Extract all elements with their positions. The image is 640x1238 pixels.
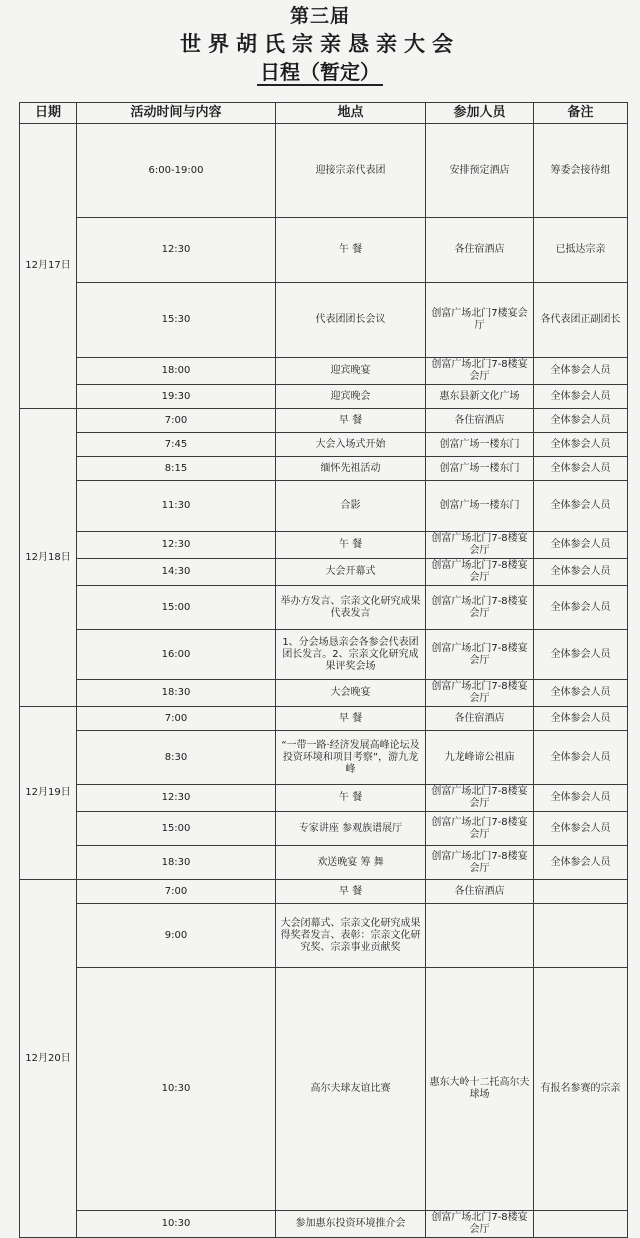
table-row (20, 1211, 628, 1238)
location-cell: 安排预定酒店 (426, 124, 534, 218)
activity-cell: 合影 (276, 481, 426, 532)
activity-cell: 午 餐 (276, 785, 426, 812)
time-cell: 18:30 (77, 680, 276, 707)
table-row (20, 904, 628, 968)
people-cell: 全体参会人员 (534, 680, 628, 707)
table-row (20, 433, 628, 457)
table-row (20, 409, 628, 433)
location-cell: 创富广场北门7-8楼宴会厅 (426, 1211, 534, 1238)
time-cell: 18:30 (77, 846, 276, 880)
table-row (20, 218, 628, 283)
activity-cell: “一带一路·经济发展高峰论坛及投资环境和项目考察”，游九龙峰 (276, 731, 426, 785)
location-cell: 九龙峰谛公祖庙 (426, 731, 534, 785)
people-cell: 各代表团正副团长 (534, 283, 628, 358)
table-row (20, 283, 628, 358)
people-cell: 全体参会人员 (534, 846, 628, 880)
people-cell: 全体参会人员 (534, 532, 628, 559)
time-cell: 8:30 (77, 731, 276, 785)
date-cell: 12月17日 (20, 124, 77, 409)
activity-cell: 迎宾晚会 (276, 385, 426, 409)
time-cell: 8:15 (77, 457, 276, 481)
people-cell: 全体参会人员 (534, 385, 628, 409)
activity-cell: 举办方发言、宗亲文化研究成果代表发言 (276, 586, 426, 630)
location-cell: 惠东大岭十二托高尔夫球场 (426, 968, 534, 1211)
date-cell: 12月18日 (20, 409, 77, 707)
people-cell: 全体参会人员 (534, 785, 628, 812)
time-cell: 12:30 (77, 218, 276, 283)
location-cell: 创富广场北门7-8楼宴会厅 (426, 812, 534, 846)
location-cell: 创富广场北门7-8楼宴会厅 (426, 358, 534, 385)
time-cell: 16:00 (77, 630, 276, 680)
time-cell: 18:00 (77, 358, 276, 385)
activity-cell: 午 餐 (276, 532, 426, 559)
time-cell: 7:00 (77, 880, 276, 904)
location-cell: 创富广场北门7-8楼宴会厅 (426, 785, 534, 812)
location-cell: 各住宿酒店 (426, 218, 534, 283)
location-cell: 创富广场北门7楼宴会厅 (426, 283, 534, 358)
activity-cell: 大会闭幕式、宗亲文化研究成果得奖者发言、表彰：宗亲文化研究奖、宗亲事业贡献奖 (276, 904, 426, 968)
activity-cell: 专家讲座 参观族谱展厅 (276, 812, 426, 846)
activity-cell: 参加惠东投资环境推介会 (276, 1211, 426, 1238)
activity-cell: 早 餐 (276, 707, 426, 731)
activity-cell: 迎宾晚宴 (276, 358, 426, 385)
people-cell: 全体参会人员 (534, 559, 628, 586)
schedule-title-text: 日程（暂定） (257, 60, 383, 86)
table-row (20, 481, 628, 532)
title-block (0, 4, 640, 86)
location-cell: 创富广场一楼东门 (426, 457, 534, 481)
people-cell: 全体参会人员 (534, 630, 628, 680)
activity-cell: 代表团团长会议 (276, 283, 426, 358)
table-row (20, 846, 628, 880)
location-cell (426, 904, 534, 968)
people-cell: 有报名参赛的宗亲 (534, 968, 628, 1211)
activity-cell: 1、分会场恳亲会各参会代表团团长发言。2、宗亲文化研究成果评奖会场 (276, 630, 426, 680)
location-cell: 创富广场北门7-8楼宴会厅 (426, 680, 534, 707)
activity-cell: 大会开幕式 (276, 559, 426, 586)
table-row (20, 457, 628, 481)
location-cell: 创富广场一楼东门 (426, 481, 534, 532)
header-note: 备注 (534, 103, 628, 124)
people-cell: 筹委会接待组 (534, 124, 628, 218)
people-cell: 全体参会人员 (534, 586, 628, 630)
table-row (20, 358, 628, 385)
table-row (20, 385, 628, 409)
location-cell: 创富广场一楼东门 (426, 433, 534, 457)
table-row (20, 630, 628, 680)
activity-cell: 欢送晚宴 筹 舞 (276, 846, 426, 880)
date-cell: 12月19日 (20, 707, 77, 880)
activity-cell: 大会入场式开始 (276, 433, 426, 457)
activity-cell: 早 餐 (276, 880, 426, 904)
location-cell: 创富广场北门7-8楼宴会厅 (426, 846, 534, 880)
table-row (20, 559, 628, 586)
table-row (20, 812, 628, 846)
header-people: 参加人员 (426, 103, 534, 124)
people-cell: 全体参会人员 (534, 433, 628, 457)
location-cell: 惠东县新文化广场 (426, 385, 534, 409)
edition-title: 第三届 (289, 5, 350, 27)
people-cell (534, 1211, 628, 1238)
people-cell: 全体参会人员 (534, 457, 628, 481)
activity-cell: 早 餐 (276, 409, 426, 433)
schedule-table (19, 102, 628, 1238)
header-date: 日期 (20, 103, 77, 124)
people-cell: 全体参会人员 (534, 707, 628, 731)
activity-cell: 高尔夫球友谊比赛 (276, 968, 426, 1211)
people-cell: 全体参会人员 (534, 812, 628, 846)
time-cell: 15:00 (77, 812, 276, 846)
time-cell: 10:30 (77, 1211, 276, 1238)
time-cell: 19:30 (77, 385, 276, 409)
time-cell: 9:00 (77, 904, 276, 968)
people-cell: 已抵达宗亲 (534, 218, 628, 283)
location-cell: 各住宿酒店 (426, 707, 534, 731)
location-cell: 创富广场北门7-8楼宴会厅 (426, 532, 534, 559)
time-cell: 10:30 (77, 968, 276, 1211)
location-cell: 创富广场北门7-8楼宴会厅 (426, 630, 534, 680)
table-row (20, 124, 628, 218)
activity-cell: 迎接宗亲代表团 (276, 124, 426, 218)
table-row (20, 532, 628, 559)
location-cell: 各住宿酒店 (426, 880, 534, 904)
location-cell: 创富广场北门7-8楼宴会厅 (426, 559, 534, 586)
schedule-body (20, 124, 628, 1238)
time-cell: 6:00-19:00 (77, 124, 276, 218)
time-cell: 12:30 (77, 785, 276, 812)
people-cell (534, 904, 628, 968)
table-row (20, 680, 628, 707)
header-row (20, 103, 628, 124)
location-cell: 创富广场北门7-8楼宴会厅 (426, 586, 534, 630)
activity-cell: 大会晚宴 (276, 680, 426, 707)
schedule-title (0, 58, 640, 86)
time-cell: 15:30 (77, 283, 276, 358)
time-cell: 14:30 (77, 559, 276, 586)
table-row (20, 707, 628, 731)
table-row (20, 586, 628, 630)
date-cell: 12月20日 (20, 880, 77, 1238)
header-location: 地点 (276, 103, 426, 124)
people-cell: 全体参会人员 (534, 358, 628, 385)
table-row (20, 968, 628, 1211)
conference-title: 世界胡氏宗亲恳亲大会 (180, 31, 460, 56)
time-cell: 7:00 (77, 409, 276, 433)
time-cell: 7:00 (77, 707, 276, 731)
activity-cell: 午 餐 (276, 218, 426, 283)
time-cell: 11:30 (77, 481, 276, 532)
time-cell: 7:45 (77, 433, 276, 457)
people-cell: 全体参会人员 (534, 731, 628, 785)
people-cell: 全体参会人员 (534, 409, 628, 433)
table-row (20, 731, 628, 785)
activity-cell: 缅怀先祖活动 (276, 457, 426, 481)
location-cell: 各住宿酒店 (426, 409, 534, 433)
time-cell: 12:30 (77, 532, 276, 559)
header-activity: 活动时间与内容 (77, 103, 276, 124)
time-cell: 15:00 (77, 586, 276, 630)
people-cell: 全体参会人员 (534, 481, 628, 532)
table-row (20, 785, 628, 812)
